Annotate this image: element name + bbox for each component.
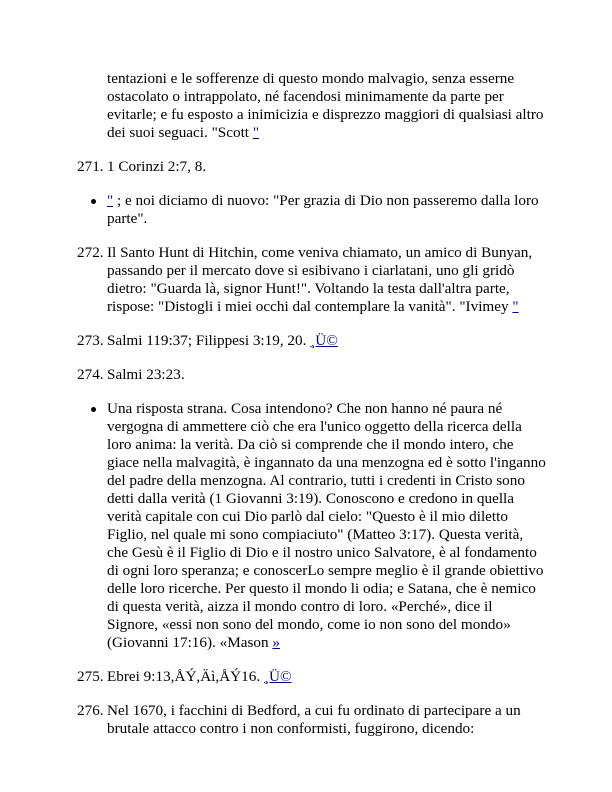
footnote-link[interactable]: ¸Ü©: [263, 668, 292, 685]
note-text: 1 Corinzi 2:7, 8.: [107, 158, 207, 175]
note-number: 276.: [77, 702, 104, 719]
note-276: [77, 702, 547, 738]
note-text: Salmi 119:37; Filippesi 3:19, 20.: [107, 332, 311, 349]
footnote-link[interactable]: ": [252, 124, 260, 141]
note-text: Nel 1670, i facchini di Bedford, a cui fu ordinato di partecipare a un brutale attacco contro i non conformisti, fuggirono, dicendo:: [107, 702, 521, 737]
footnote-link[interactable]: ": [107, 192, 114, 209]
note-number: 274.: [77, 366, 104, 383]
note-272: [77, 244, 547, 316]
note-number: 275.: [77, 668, 104, 685]
note-text: Il Santo Hunt di Hitchin, come veniva chiamato, un amico di Bunyan, passando per il mercato dove si esibivano i ciarlatani, uno gli gridò dietro: "Guarda là, signor Hunt!". Voltando la testa dall'altra parte, rispose: "Distogli i miei occhi dal contemplare la vanità". "Ivimey: [107, 244, 533, 315]
footnote-link[interactable]: ": [512, 298, 519, 315]
note-273: [77, 332, 547, 350]
bullet-text: Una risposta strana. Cosa intendono? Che non hanno né paura né vergogna di ammettere ciò che era l'unico oggetto della ricerca della loro anima: la verità. Da ciò si comprende che il mondo intero, che giace nella malvagità, è ingannato da una menzogna ed è sotto l'inganno del padre della menzogna. Al contrario, tutti i credenti in Cristo sono detti dalla verità (1 Giovanni 3:19). Conoscono e credono in quella verità capitale con cui Dio parlò dal cielo: "Questo è il mio diletto Figlio, nel quale mi sono compiaciuto" (Matteo 3:17). Questa verità, che Gesù è il Figlio di Dio e il nostro unico Salvatore, è al fondamento di ogni loro speranza; e conoscerLo sempre meglio è il grande obiettivo delle loro ricerche. Per questo il mondo li odia; e Satana, che è nemico di questa verità, aizza il mondo contro di loro. «Perché», dice il Signore, «essi non sono del mondo, come io non sono del mondo» (Giovanni 17:16). «Mason: [107, 400, 546, 651]
footnote-link[interactable]: ¸Ü©: [310, 332, 338, 349]
note-number: 273.: [77, 332, 104, 349]
bullet-text: ; e noi diciamo di nuovo: "Per grazia di Dio non passeremo dalla loro parte".: [107, 192, 539, 227]
bullet-item: [107, 400, 547, 652]
note-274: [77, 366, 547, 384]
document-page: [0, 70, 612, 754]
bullet-item: [107, 192, 547, 228]
note-number: 272.: [77, 244, 104, 261]
continuation-paragraph: [107, 70, 547, 142]
bullet-dot: [91, 199, 96, 204]
note-271: [77, 158, 547, 176]
footnote-link[interactable]: »: [272, 634, 280, 651]
bullet-dot: [91, 407, 96, 412]
continuation-text: tentazioni e le sofferenze di questo mondo malvagio, senza esserne ostacolato o intrappolato, né facendosi minimamente da parte per evitarle; e fu esposto a inimicizia e disprezzo maggiori di qualsiasi altro dei suoi seguaci. "Scott: [107, 70, 544, 141]
note-text: Salmi 23:23.: [107, 366, 185, 383]
note-text: Ebrei 9:13,ÅÝ,Äì,ÅÝ16.: [107, 668, 264, 685]
note-number: 271.: [77, 158, 104, 175]
note-275: [77, 668, 547, 686]
